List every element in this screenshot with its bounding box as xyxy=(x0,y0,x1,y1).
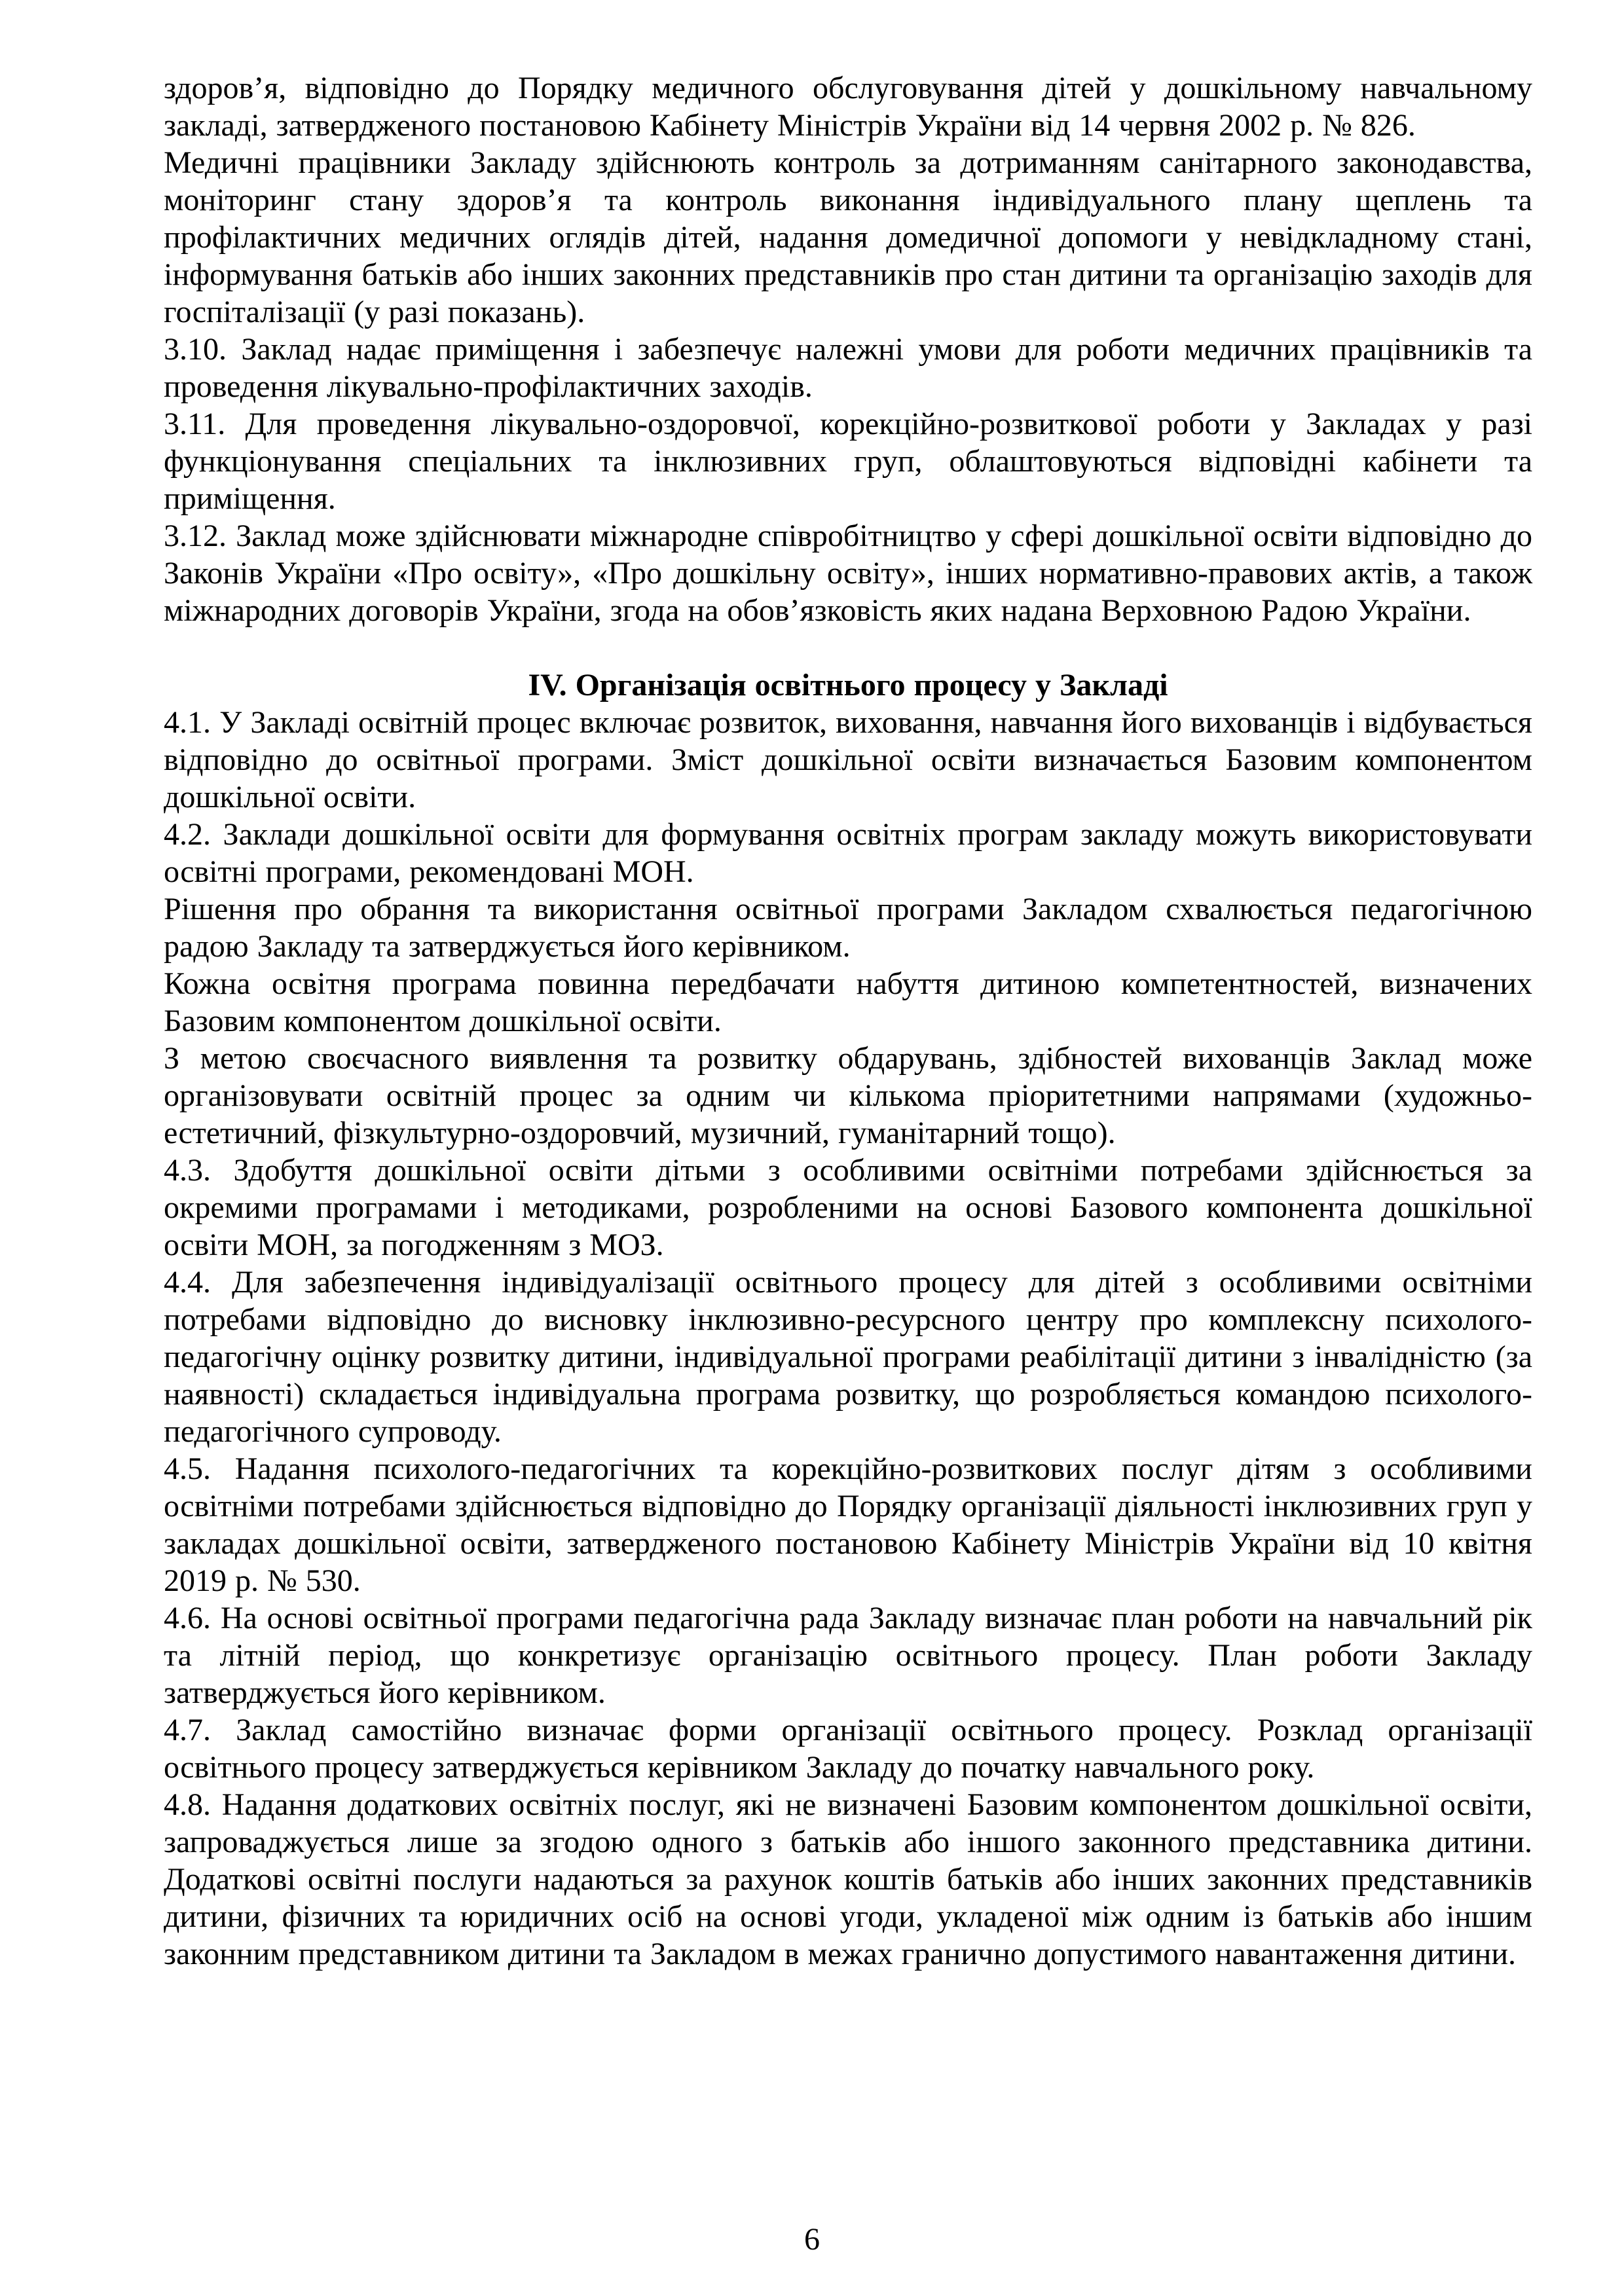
clause-3-10: 3.10. Заклад надає приміщення і забезпечує належні умови для роботи медичних працівників та проведення лікувально-профілактичних заходів. xyxy=(164,332,1532,404)
paragraph-priority-directions: З метою своєчасного виявлення та розвитку обдарувань, здібностей вихованців Заклад може організовувати освітній процес за одним чи кількома пріоритетними напрямами (художньо-естетичний, фізкультурно-оздоровчий, музичний, гуманітарний тощо). xyxy=(164,1041,1532,1150)
clause-3-11: 3.11. Для проведення лікувально-оздоровчої, корекційно-розвиткової роботи у Закладах у разі функціонування спеціальних та інклюзивних груп, облаштовуються відповідні кабінети та приміщення. xyxy=(164,407,1532,516)
clause-4-3: 4.3. Здобуття дошкільної освіти дітьми з особливими освітніми потребами здійснюється за окремими програмами і методиками, розробленими на основі Базового компонента дошкільної освіти МОН, за погодженням з МОЗ. xyxy=(164,1153,1532,1262)
clause-4-7: 4.7. Заклад самостійно визначає форми організації освітнього процесу. Розклад організації освітнього процесу затверджується керівником Закладу до початку навчального року. xyxy=(164,1713,1532,1785)
clause-4-2: 4.2. Заклади дошкільної освіти для формування освітніх програм закладу можуть використовувати освітні програми, рекомендовані МОН. xyxy=(164,817,1532,889)
clause-4-1: 4.1. У Закладі освітній процес включає розвиток, виховання, навчання його вихованців і відбувається відповідно до освітньої програми. Зміст дошкільної освіти визначається Базовим компонентом дошкільної освіти. xyxy=(164,705,1532,814)
page-number: 6 xyxy=(804,2222,820,2257)
paragraph-program-decision: Рішення про обрання та використання освітньої програми Закладом схвалюється педагогічною радою Закладу та затверджується його керівником. xyxy=(164,892,1532,964)
paragraph-medical-staff-duties: Медичні працівники Закладу здійснюють контроль за дотриманням санітарного законодавства, моніторинг стану здоров’я та контроль виконання індивідуального плану щеплень та профілактичних медичних оглядів дітей, надання домедичної допомоги у невідкладному стані, інформування батьків або інших законних представників про стан дитини та організацію заходів для госпіталізації (у разі показань). xyxy=(164,145,1532,329)
clause-4-8: 4.8. Надання додаткових освітніх послуг, які не визначені Базовим компонентом дошкільної освіти, запроваджується лише за згодою одного з батьків або іншого законного представника дитини. Додаткові освітні послуги надаються за рахунок коштів батьків або інших законних представників дитини, фізичних та юридичних осіб на основі угоди, укладеної між одним із батьків або іншим законним представником дитини та Закладом в межах гранично допустимого навантаження дитини. xyxy=(164,1787,1532,1971)
document-body xyxy=(164,69,1532,1973)
page-footer xyxy=(0,2221,1624,2258)
clause-4-4: 4.4. Для забезпечення індивідуалізації освітнього процесу для дітей з особливими освітніми потребами відповідно до висновку інклюзивно-ресурсного центру про комплексну психолого-педагогічну оцінку розвитку дитини, індивідуальної програми реабілітації дитини з інвалідністю (за наявності) складається індивідуальна програма розвитку, що розробляється командою психолого-педагогічного супроводу. xyxy=(164,1265,1532,1449)
clause-4-6: 4.6. На основі освітньої програми педагогічна рада Закладу визначає план роботи на навчальний рік та літній період, що конкретизує організацію освітнього процесу. План роботи Закладу затверджується його керівником. xyxy=(164,1601,1532,1710)
section-iv-heading: IV. Організація освітнього процесу у Закладі xyxy=(528,668,1168,702)
clause-4-5: 4.5. Надання психолого-педагогічних та корекційно-розвиткових послуг дітям з особливими освітніми потребами здійснюється відповідно до Порядку організації діяльності інклюзивних груп у закладах дошкільної освіти, затвердженого постановою Кабінету Міністрів України від 10 квітня 2019 р. № 530. xyxy=(164,1451,1532,1598)
paragraph-medical-order-continuation: здоров’я, відповідно до Порядку медичного обслуговування дітей у дошкільному навчальному закладі, затвердженого постановою Кабінету Міністрів України від 14 червня 2002 р. № 826. xyxy=(164,71,1532,143)
clause-3-12: 3.12. Заклад може здійснювати міжнародне співробітництво у сфері дошкільної освіти відповідно до Законів України «Про освіту», «Про дошкільну освіту», інших нормативно-правових актів, а також міжнародних договорів України, згода на обов’язковість яких надана Верховною Радою України. xyxy=(164,519,1532,628)
paragraph-program-competencies: Кожна освітня програма повинна передбачати набуття дитиною компетентностей, визначених Базовим компонентом дошкільної освіти. xyxy=(164,966,1532,1038)
